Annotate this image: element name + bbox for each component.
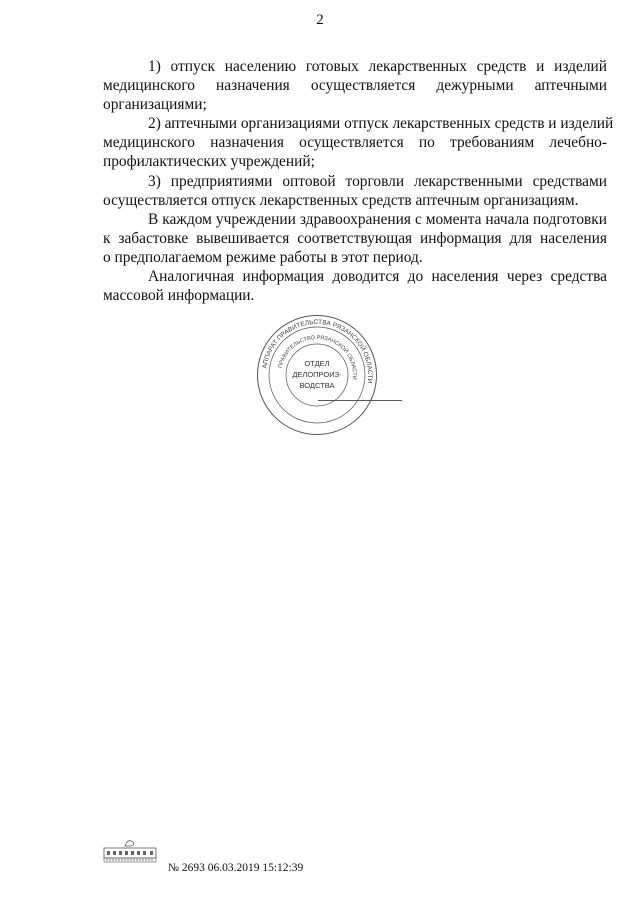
text-line: 1) отпуск населению готовых лекарственных средств и изделий	[148, 58, 607, 75]
text-line: о предполагаемом режиме работы в этот период.	[103, 248, 423, 266]
text-line: к забастовке вывешивается соответствующая информация для населения	[103, 229, 607, 247]
paragraph	[103, 114, 614, 171]
text-line: осуществляется отпуск лекарственных средств аптечным организациям.	[103, 191, 579, 209]
text-line: организациями;	[103, 96, 207, 114]
paragraph	[103, 267, 607, 305]
stamp-outer-text: АППАРАТ ПРАВИТЕЛЬСТВА РЯЗАНСКОЙ ОБЛАСТИ	[261, 318, 374, 384]
stamp-inner-text: ПРАВИТЕЛЬСТВО РЯЗАНСКОЙ ОБЛАСТИ	[277, 334, 358, 380]
paragraph	[103, 210, 607, 267]
official-stamp	[256, 314, 378, 436]
signature-line	[318, 400, 402, 401]
text-line: В каждом учреждении здравоохранения с момента начала подготовки	[148, 210, 607, 228]
stamp-line-3: ВОДСТВА	[299, 381, 335, 390]
text-line: 3) предприятиями оптовой торговли лекарственными средствами	[148, 172, 607, 190]
page-number: 2	[316, 12, 324, 28]
text-line: профилактических учреждений;	[103, 153, 315, 171]
stamp-line-1: ОТДЕЛ	[304, 359, 330, 368]
text-line: медицинского назначения осуществляется дежурными аптечными	[103, 77, 607, 95]
building-logo-icon	[103, 838, 157, 864]
paragraph	[103, 57, 607, 114]
document-body	[103, 57, 614, 305]
text-line: массовой информации.	[103, 287, 255, 305]
text-line: медицинского назначения осуществляется по требованиям лечебно-	[103, 134, 607, 152]
paragraph	[103, 172, 607, 210]
registration-number: № 2693 06.03.2019 15:12:39	[168, 862, 304, 874]
stamp-line-2: ДЕЛОПРОИЗ-	[292, 370, 342, 379]
text-line: 2) аптечными организациями отпуск лекарственных средств и изделий	[148, 115, 614, 133]
text-line: Аналогичная информация доводится до населения через средства	[148, 268, 607, 286]
